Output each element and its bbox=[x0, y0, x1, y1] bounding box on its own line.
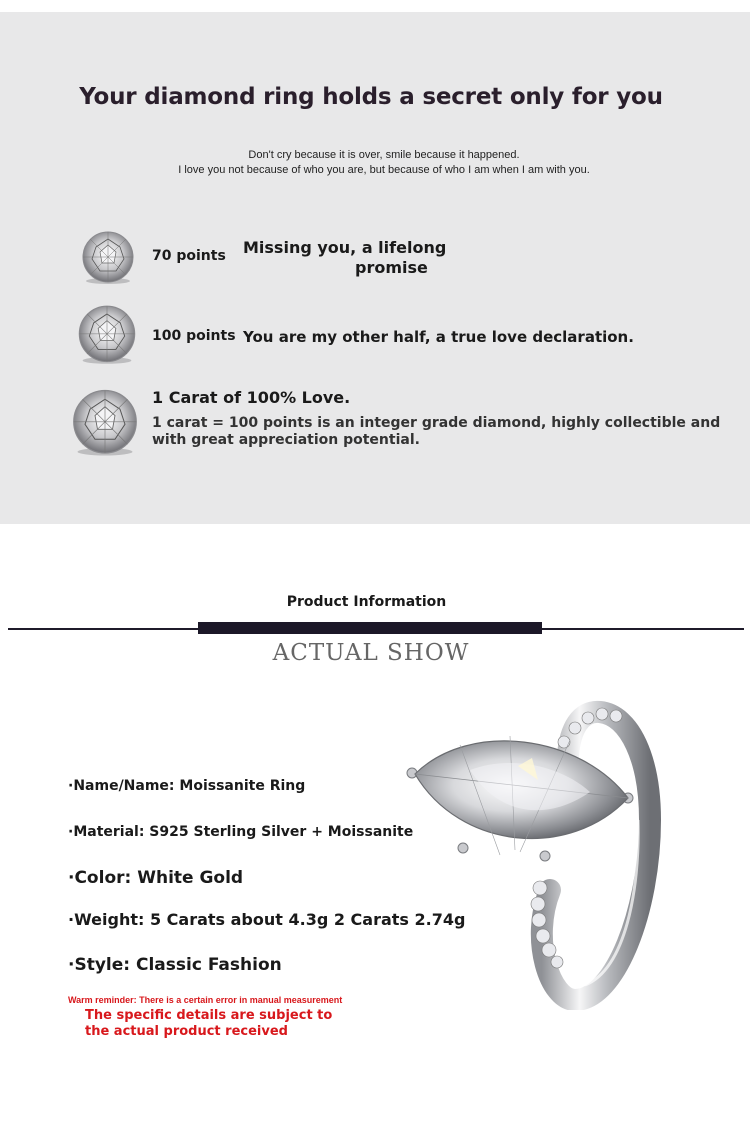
spec-weight: ·Weight: 5 Carats about 4.3g 2 Carats 2.74g bbox=[68, 910, 466, 929]
tier-70-message-line-2: promise bbox=[355, 258, 428, 277]
tier-100-points-label: 100 points bbox=[152, 328, 236, 344]
diamond-icon-70-points bbox=[80, 230, 136, 286]
diamond-icon-1-carat bbox=[70, 388, 140, 458]
tier-70-points-label: 70 points bbox=[152, 248, 226, 264]
divider-thick bbox=[198, 622, 542, 634]
tier-70-message-line-1: Missing you, a lifelong bbox=[243, 238, 447, 257]
spec-color: ·Color: White Gold bbox=[68, 868, 244, 888]
quote-line-2: I love you not because of who you are, but because of who I am when I am with you. bbox=[178, 164, 590, 176]
tier-1-carat-description: 1 carat = 100 points is an integer grade diamond, highly collectible and with great appreciation potential. bbox=[152, 415, 721, 448]
warm-reminder: Warm reminder: There is a certain error in manual measurement bbox=[68, 995, 343, 1005]
moissanite-ring-image bbox=[400, 700, 690, 1010]
diamond-icon-100-points bbox=[76, 304, 138, 366]
spec-style: ·Style: Classic Fashion bbox=[68, 955, 282, 975]
tier-100-message: You are my other half, a true love declaration. bbox=[243, 328, 634, 346]
product-information-title: Product Information bbox=[286, 594, 447, 610]
spec-name: ·Name/Name: Moissanite Ring bbox=[68, 778, 306, 794]
intro-headline: Your diamond ring holds a secret only for you bbox=[79, 84, 663, 110]
spec-material: ·Material: S925 Sterling Silver + Moissanite bbox=[68, 824, 414, 840]
tier-1-carat-title: 1 Carat of 100% Love. bbox=[152, 388, 351, 407]
quote-line-1: Don't cry because it is over, smile because it happened. bbox=[248, 149, 520, 161]
details-disclaimer: The specific details are subject to the actual product received bbox=[85, 1008, 333, 1039]
actual-show-subtitle: ACTUAL SHOW bbox=[272, 640, 470, 666]
